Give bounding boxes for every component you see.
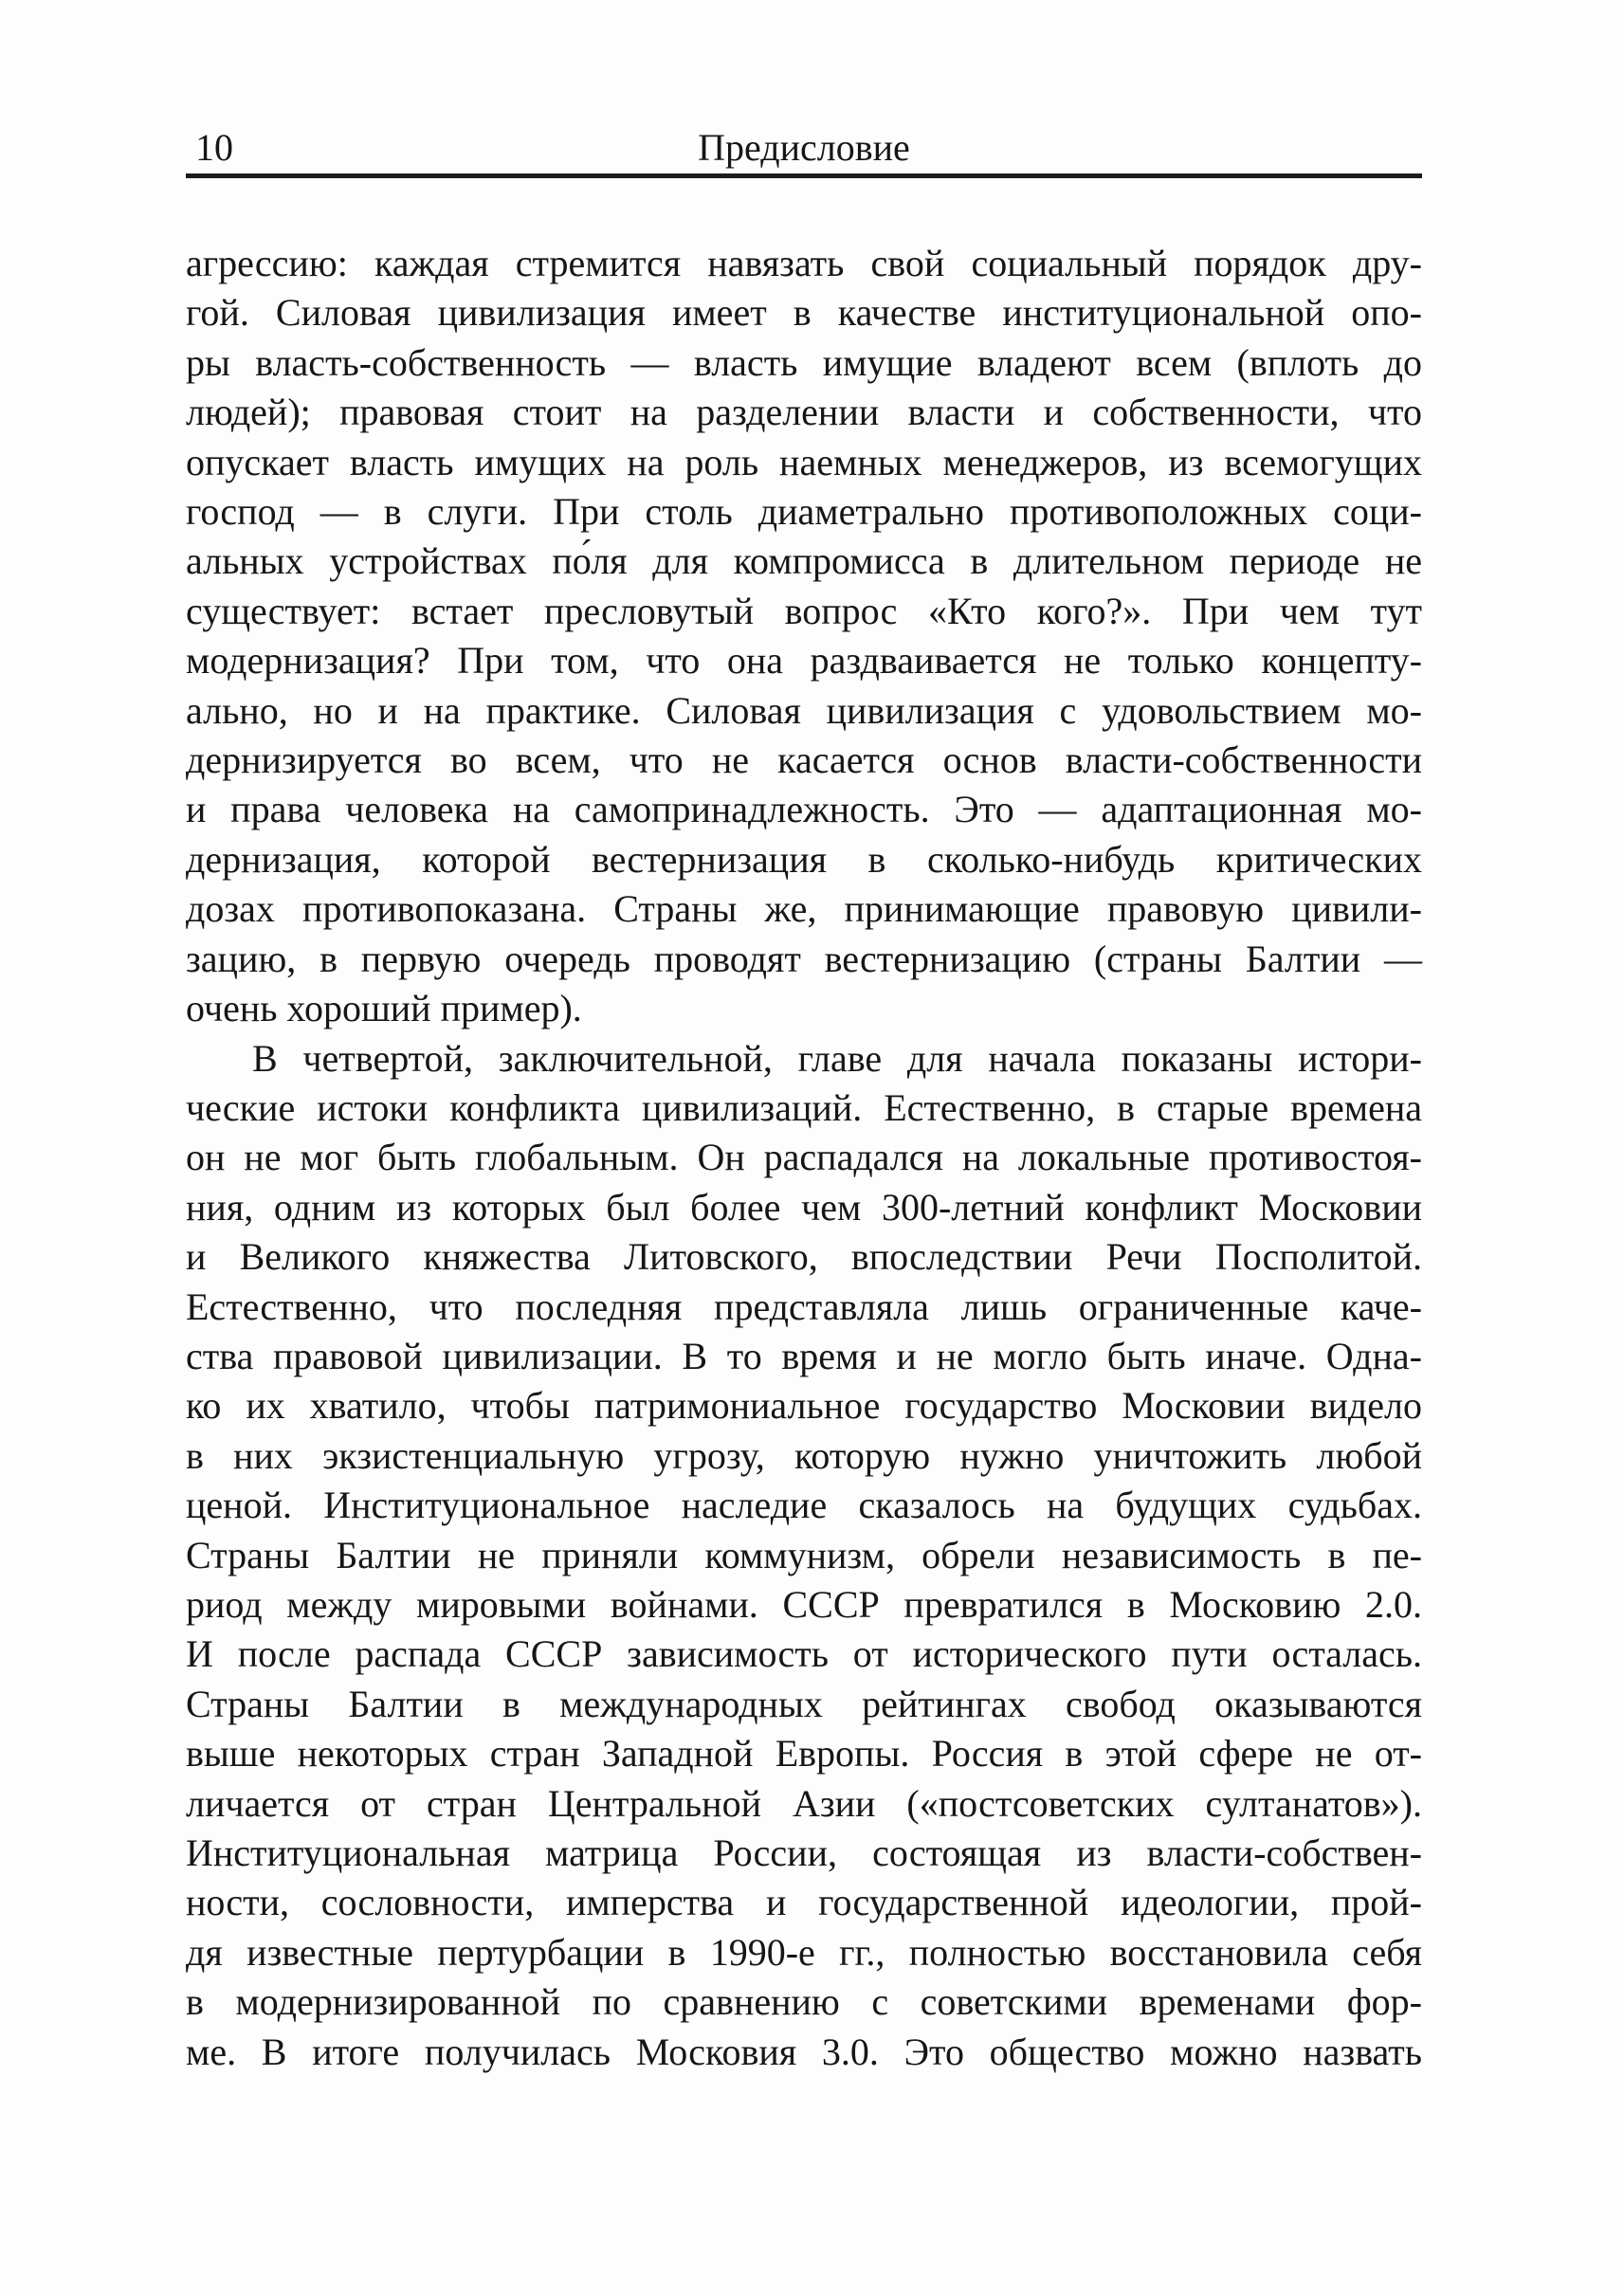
text-line: модернизация? При том, что она раздваивается не только концепту- bbox=[186, 639, 1422, 683]
text-line: очень хороший пример). bbox=[186, 987, 582, 1030]
text-line: риод между мировыми войнами. СССР превратился в Московию 2.0. bbox=[186, 1582, 1422, 1626]
text-line: В четвертой, заключительной, главе для начала показаны истори- bbox=[252, 1036, 1422, 1080]
text-line: дернизация, которой вестернизация в сколько-нибудь критических bbox=[186, 837, 1422, 881]
text-line: ния, одним из которых был более чем 300-летний конфликт Московии bbox=[186, 1185, 1422, 1229]
text-line: и Великого княжества Литовского, впоследствии Речи Посполитой. bbox=[186, 1235, 1422, 1279]
text-line: дя известные пертурбации в 1990-е гг., полностью восстановила себя bbox=[186, 1930, 1422, 1974]
text-line: агрессию: каждая стремится навязать свой социальный порядок дру- bbox=[186, 242, 1422, 284]
running-title: Предисловие bbox=[698, 126, 910, 169]
header-rule bbox=[186, 173, 1422, 178]
text-line: в модернизированной по сравнению с советскими временами фор- bbox=[186, 1980, 1422, 2024]
text-line: в них экзистенциальную угрозу, которую нужно уничтожить любой bbox=[186, 1433, 1422, 1477]
text-line: И после распада СССР зависимость от исторического пути осталась. bbox=[186, 1632, 1422, 1676]
text-line: ства правовой цивилизации. В то время и не могло быть иначе. Одна- bbox=[186, 1334, 1422, 1377]
text-line: ности, сословности, имперства и государственной идеологии, прой- bbox=[186, 1881, 1422, 1924]
page-number: 10 bbox=[195, 126, 233, 169]
text-line: гой. Силовая цивилизация имеет в качестве институциональной опо- bbox=[186, 291, 1422, 335]
text-line: существует: встает пресловутый вопрос «Кто кого?». При чем тут bbox=[186, 589, 1422, 632]
text-line: зацию, в первую очередь проводят вестернизацию (страны Балтии — bbox=[186, 937, 1422, 980]
text-line: Естественно, что последняя представляла лишь ограниченные каче- bbox=[186, 1284, 1422, 1328]
page-header bbox=[186, 127, 1422, 169]
text-line: дернизируется во всем, что не касается основ власти-собственности bbox=[186, 738, 1422, 782]
text-line: ально, но и на практике. Силовая цивилизация с удовольствием мо- bbox=[186, 688, 1422, 732]
text-line: и права человека на самопринадлежность. Это — адаптационная мо- bbox=[186, 788, 1422, 831]
text-line: он не мог быть глобальным. Он распадался на локальные противостоя- bbox=[186, 1136, 1422, 1179]
text-line: Страны Балтии в международных рейтингах свобод оказываются bbox=[186, 1682, 1422, 1725]
body-text bbox=[186, 239, 1422, 2077]
text-line: ценой. Институциональное наследие сказалось на будущих судьбах. bbox=[186, 1484, 1422, 1527]
text-line: выше некоторых стран Западной Европы. Россия в этой сфере не от- bbox=[186, 1732, 1422, 1776]
text-line: ческие истоки конфликта цивилизаций. Естественно, в старые времена bbox=[186, 1085, 1422, 1129]
text-line: Страны Балтии не приняли коммунизм, обрели независимость в пе- bbox=[186, 1533, 1422, 1576]
text-line: опускает власть имущих на роль наемных менеджеров, из всемогущих bbox=[186, 440, 1422, 483]
text-line: альных устройствах по́ля для компромисса в длительном периоде не bbox=[186, 539, 1422, 583]
text-line: людей); правовая стоит на разделении власти и собственности, что bbox=[186, 391, 1422, 434]
text-line: личается от стран Центральной Азии («постсоветских султанатов»). bbox=[186, 1781, 1422, 1825]
text-line: ры власть-собственность — власть имущие владеют всем (вплоть до bbox=[186, 340, 1422, 384]
text-line: дозах противопоказана. Страны же, принимающие правовую цивили- bbox=[186, 887, 1422, 931]
text-line: господ — в слуги. При столь диаметрально противоположных соци- bbox=[186, 490, 1422, 534]
text-line: ме. В итоге получилась Московия 3.0. Это общество можно назвать bbox=[186, 2030, 1422, 2073]
text-line: Институциональная матрица России, состоящая из власти-собствен- bbox=[186, 1831, 1422, 1874]
text-line: ко их хватило, чтобы патримониальное государство Московии видело bbox=[186, 1384, 1422, 1428]
